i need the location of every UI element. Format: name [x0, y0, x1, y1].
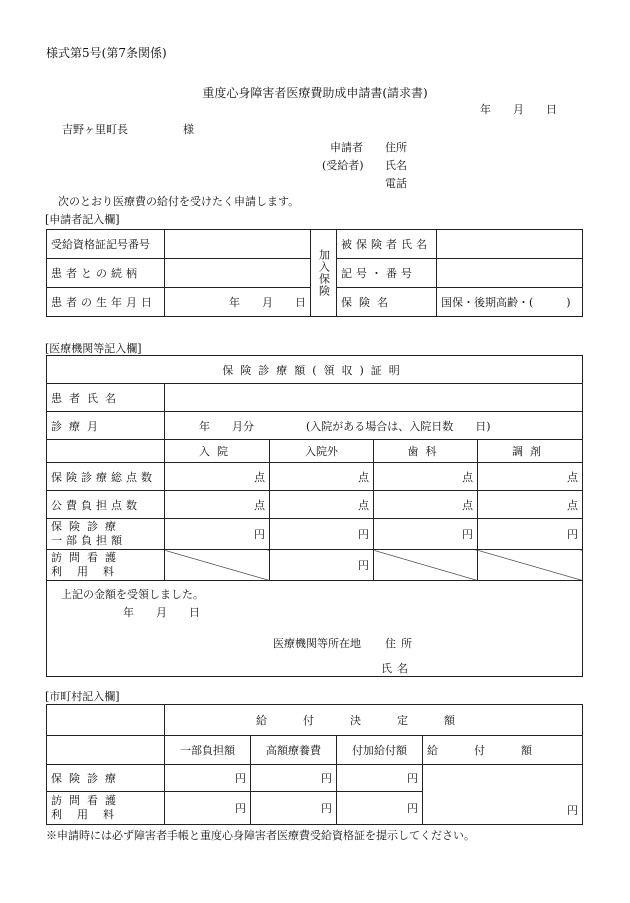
total-points-inpatient[interactable]: 点: [165, 463, 270, 491]
insurance-label: 加入保険: [311, 230, 337, 317]
patient-name-field[interactable]: [165, 384, 583, 412]
copay-dental[interactable]: 円: [374, 519, 478, 550]
visit-nursing-dental-blank: [374, 550, 478, 581]
medical-table: [46, 355, 583, 677]
visit-nursing-line2: 利用料: [51, 565, 129, 578]
col-outpatient: 入院外: [270, 440, 374, 463]
col-inpatient: 入院: [165, 440, 270, 463]
public-points-label: 公費負担点数: [47, 491, 165, 519]
date-line: 年 月 日: [480, 103, 557, 116]
section1-heading: [申請者記入欄]: [45, 213, 120, 226]
insurance-care-label: 保険診療: [47, 765, 165, 792]
col-copay: 一部負担額: [165, 736, 251, 765]
m-visit-nursing-line1: 訪問看護: [51, 794, 123, 807]
insurance-care-high-cost[interactable]: 円: [251, 765, 337, 792]
copay-label-line2: 一部負担額: [51, 534, 126, 547]
receipt-box: [47, 581, 583, 677]
recipient-label: (受給者): [322, 159, 364, 172]
insured-name-field[interactable]: [437, 230, 583, 259]
copay-label: [47, 519, 165, 550]
col-dental: 歯科: [374, 440, 478, 463]
public-points-dental[interactable]: 点: [374, 491, 478, 519]
total-points-outpatient[interactable]: 点: [270, 463, 374, 491]
col-pharmacy: 調剤: [478, 440, 583, 463]
public-points-inpatient[interactable]: 点: [165, 491, 270, 519]
page-title: 重度心身障害者医療費助成申請書(請求書): [202, 86, 428, 100]
relationship-label: 患者との続柄: [47, 259, 165, 288]
col-benefit: 給付額: [423, 736, 583, 765]
col-high-cost: 高額療養費: [251, 736, 337, 765]
visit-nursing-label: [47, 550, 165, 581]
total-points-label: 保険診療総点数: [47, 463, 165, 491]
m-visit-nursing-label: [47, 792, 165, 825]
decision-title: 給付決定額: [165, 705, 583, 736]
treatment-month-label: 診療月: [47, 412, 165, 440]
name-label: 氏名: [385, 159, 407, 172]
cert-title: 保険診療額(領収)証明: [47, 356, 583, 384]
visit-nursing-high-cost[interactable]: 円: [251, 792, 337, 825]
receipt-date: 年 月 日: [123, 606, 200, 619]
m-visit-nursing-line2: 利用料: [51, 808, 129, 821]
relationship-field[interactable]: [165, 259, 311, 288]
applicant-label: 申請者: [330, 141, 363, 154]
insurance-care-copay[interactable]: 円: [165, 765, 251, 792]
treatment-month-field[interactable]: [165, 412, 583, 440]
copay-pharmacy[interactable]: 円: [478, 519, 583, 550]
institution-name-label: 氏名: [381, 662, 413, 675]
patient-name-label: 患者氏名: [47, 384, 165, 412]
applicant-table: [46, 229, 583, 317]
phone-label: 電話: [385, 177, 407, 190]
insurance-name-field[interactable]: 国保・後期高齢・( ): [437, 288, 583, 317]
visit-nursing-line1: 訪問看護: [51, 551, 123, 564]
copay-inpatient[interactable]: 円: [165, 519, 270, 550]
blank-header: [47, 440, 165, 463]
cert-number-label: 受給資格証記号番号: [47, 230, 165, 259]
cert-number-field[interactable]: [165, 230, 311, 259]
municipal-blank-top: [47, 705, 165, 736]
copay-outpatient[interactable]: 円: [270, 519, 374, 550]
section2-heading: [医療機関等記入欄]: [45, 342, 142, 355]
form-number: 様式第5号(第7条関係): [46, 46, 167, 60]
municipal-blank-header: [47, 736, 165, 765]
insurance-care-additional[interactable]: 円: [337, 765, 423, 792]
inpatient-note: (入院がある場合は、入院日数 日): [306, 419, 491, 433]
total-points-dental[interactable]: 点: [374, 463, 478, 491]
visit-nursing-additional[interactable]: 円: [337, 792, 423, 825]
insurance-name-label: 保険名: [337, 288, 437, 317]
public-points-pharmacy[interactable]: 点: [478, 491, 583, 519]
total-points-pharmacy[interactable]: 点: [478, 463, 583, 491]
institution-address-label: 住所: [385, 637, 417, 650]
intro-text: 次のとおり医療費の給付を受けたく申請します。: [58, 195, 300, 208]
visit-nursing-outpatient[interactable]: 円: [270, 550, 374, 581]
symbol-number-label: 記号・番号: [337, 259, 437, 288]
insured-name-label: 被保険者氏名: [337, 230, 437, 259]
receipt-text: 上記の金額を受領しました。: [61, 588, 204, 601]
addressee: 吉野ヶ里町長 様: [62, 123, 194, 136]
institution-label: 医療機関等所在地: [273, 637, 361, 650]
visit-nursing-inpatient-blank: [165, 550, 270, 581]
symbol-number-field[interactable]: [437, 259, 583, 288]
birthdate-field[interactable]: 年 月 日: [165, 288, 311, 317]
public-points-outpatient[interactable]: 点: [270, 491, 374, 519]
section3-heading: [市町村記入欄]: [45, 690, 120, 703]
footnote: ※申請時には必ず障害者手帳と重度心身障害者医療費受給資格証を提示してください。: [46, 829, 475, 842]
copay-label-line1: 保険診療: [51, 520, 123, 533]
address-label: 住所: [385, 141, 407, 154]
visit-nursing-pharmacy-blank: [478, 550, 583, 581]
municipal-table: [46, 704, 583, 825]
col-additional: 付加給付額: [337, 736, 423, 765]
benefit-amount[interactable]: 円: [423, 765, 583, 825]
birthdate-label: 患者の生年月日: [47, 288, 165, 317]
month-value: 年 月分: [199, 419, 254, 433]
visit-nursing-copay[interactable]: 円: [165, 792, 251, 825]
